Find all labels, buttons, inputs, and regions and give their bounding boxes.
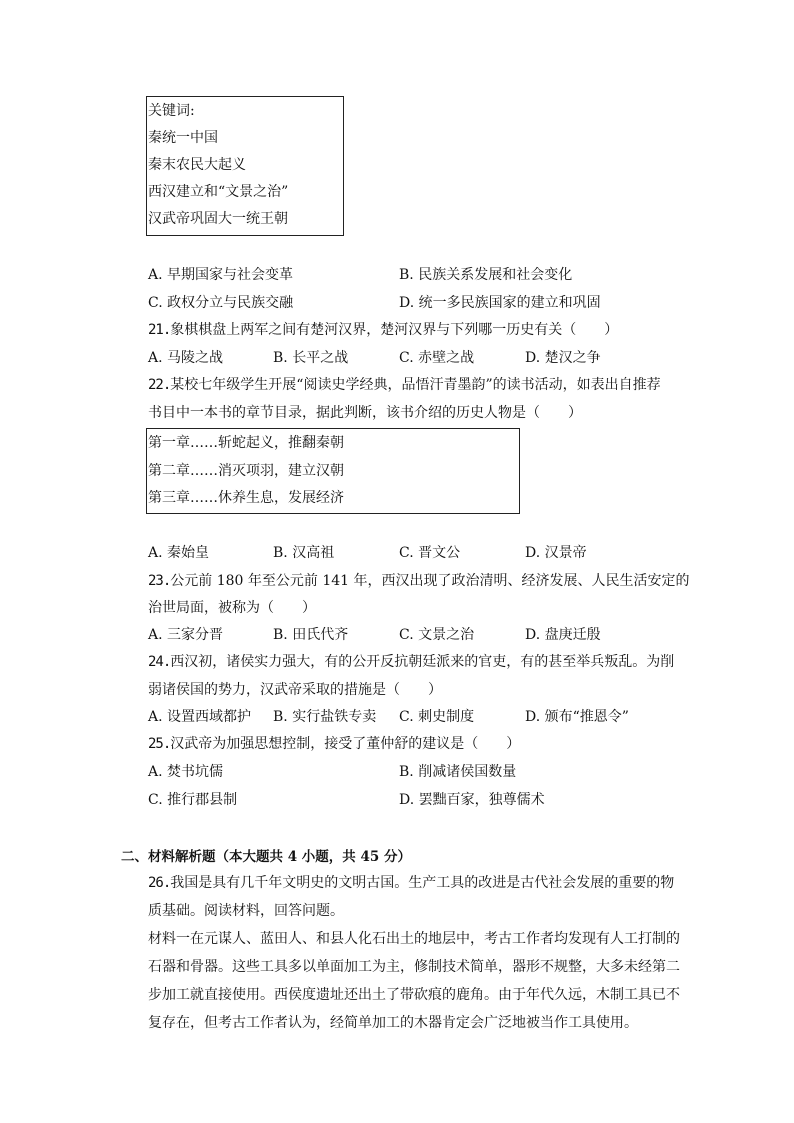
q23-option-b[interactable]: B. 田氏代齐 [273, 627, 349, 643]
q21-option-d[interactable]: D. 楚汉之争 [525, 350, 601, 366]
question-text: 象棋棋盘上两军之间有楚河汉界，楚河汉界与下列哪一历史有关（ ） [170, 322, 619, 338]
q24-stem-line1 [148, 651, 674, 671]
q22-option-a[interactable]: A. 秦始皇 [148, 545, 210, 561]
q26-stem-line2: 质基础。阅读材料，回答问题。 [148, 903, 344, 919]
question-text: 我国是具有几千年文明史的文明古国。生产工具的改进是古代社会发展的重要的物 [170, 875, 675, 891]
q23-option-a[interactable]: A. 三家分晋 [148, 627, 224, 643]
keyword-item: 汉武帝巩固大一统王朝 [148, 211, 288, 227]
q24-option-c[interactable]: C. 刺史制度 [399, 709, 475, 725]
keyword-item: 西汉建立和“文景之治” [148, 184, 289, 200]
q21-stem [148, 319, 618, 339]
chapter-row: 第三章……休养生息，发展经济 [148, 490, 344, 506]
q22-option-b[interactable]: B. 汉高祖 [273, 545, 335, 561]
keyword-item: 秦末农民大起义 [148, 157, 246, 173]
q22-option-d[interactable]: D. 汉景帝 [525, 545, 587, 561]
question-text: 某校七年级学生开展“阅读史学经典，品悟汗青墨韵”的读书活动，如表出自推荐 [170, 377, 661, 393]
keyword-item: 秦统一中国 [148, 130, 218, 146]
chapter-row: 第二章……消灭项羽，建立汉朝 [148, 463, 344, 479]
question-number: 23. [148, 573, 171, 589]
chapter-table [146, 428, 520, 514]
q25-option-c[interactable]: C. 推行郡县制 [148, 792, 238, 808]
keyword-box [146, 96, 344, 236]
section-heading: 二、材料解析题（本大题共 4 小题，共 45 分） [121, 849, 411, 865]
question-number: 22. [148, 377, 171, 393]
material-line: 步加工就直接使用。西侯度遗址还出土了带砍痕的鹿角。由于年代久远，木制工具已不 [148, 987, 680, 1003]
q22-option-c[interactable]: C. 晋文公 [399, 545, 461, 561]
q20-option-a[interactable]: A. 早期国家与社会变革 [148, 267, 294, 283]
chapter-row: 第一章……斩蛇起义，推翻秦朝 [148, 435, 344, 451]
q21-option-a[interactable]: A. 马陵之战 [148, 350, 224, 366]
q22-stem-line1 [148, 374, 661, 394]
q23-stem-line2: 治世局面，被称为（ ） [148, 600, 316, 616]
q22-stem-line2: 书目中一本书的章节目录，据此判断，该书介绍的历史人物是（ ） [148, 405, 582, 421]
question-number: 24. [148, 654, 171, 670]
keyword-title: 关键词: [148, 103, 195, 119]
material-line: 石器和骨器。这些工具多以单面加工为主，修制技术简单，器形不规整，大多未经第二 [148, 959, 680, 975]
q21-option-c[interactable]: C. 赤壁之战 [399, 350, 475, 366]
question-text: 西汉初，诸侯实力强大，有的公开反抗朝廷派来的官吏，有的甚至举兵叛乱。为削 [170, 654, 675, 670]
material-line: 材料一在元谋人、蓝田人、和县人化石出土的地层中，考古工作者均发现有人工打制的 [148, 931, 680, 947]
q24-option-a[interactable]: A. 设置西域都护 [148, 709, 252, 725]
q26-stem-line1 [148, 872, 674, 892]
question-text: 汉武帝为加强思想控制，接受了董仲舒的建议是（ ） [170, 736, 521, 752]
q23-stem-line1 [148, 570, 690, 590]
q24-stem-line2: 弱诸侯国的势力，汉武帝采取的措施是（ ） [148, 682, 442, 698]
q25-option-d[interactable]: D. 罢黜百家，独尊儒术 [399, 792, 545, 808]
q23-option-c[interactable]: C. 文景之治 [399, 627, 475, 643]
q23-option-d[interactable]: D. 盘庚迁殷 [525, 627, 601, 643]
q24-option-b[interactable]: B. 实行盐铁专卖 [273, 709, 377, 725]
material-line: 复存在，但考古工作者认为，经简单加工的木器肯定会广泛地被当作工具使用。 [148, 1015, 638, 1031]
question-number: 26. [148, 875, 171, 891]
q25-stem [148, 733, 520, 753]
q25-option-a[interactable]: A. 焚书坑儒 [148, 764, 224, 780]
q25-option-b[interactable]: B. 削减诸侯国数量 [399, 764, 517, 780]
question-number: 25. [148, 736, 171, 752]
q24-option-d[interactable]: D. 颁布“推恩令” [525, 709, 629, 725]
q20-option-b[interactable]: B. 民族关系发展和社会变化 [399, 267, 573, 283]
q20-option-d[interactable]: D. 统一多民族国家的建立和巩固 [399, 295, 601, 311]
question-number: 21. [148, 322, 171, 338]
question-text: 公元前 180 年至公元前 141 年，西汉出现了政治清明、经济发展、人民生活安定的 [170, 573, 690, 589]
q20-option-c[interactable]: C. 政权分立与民族交融 [148, 295, 294, 311]
q21-option-b[interactable]: B. 长平之战 [273, 350, 349, 366]
